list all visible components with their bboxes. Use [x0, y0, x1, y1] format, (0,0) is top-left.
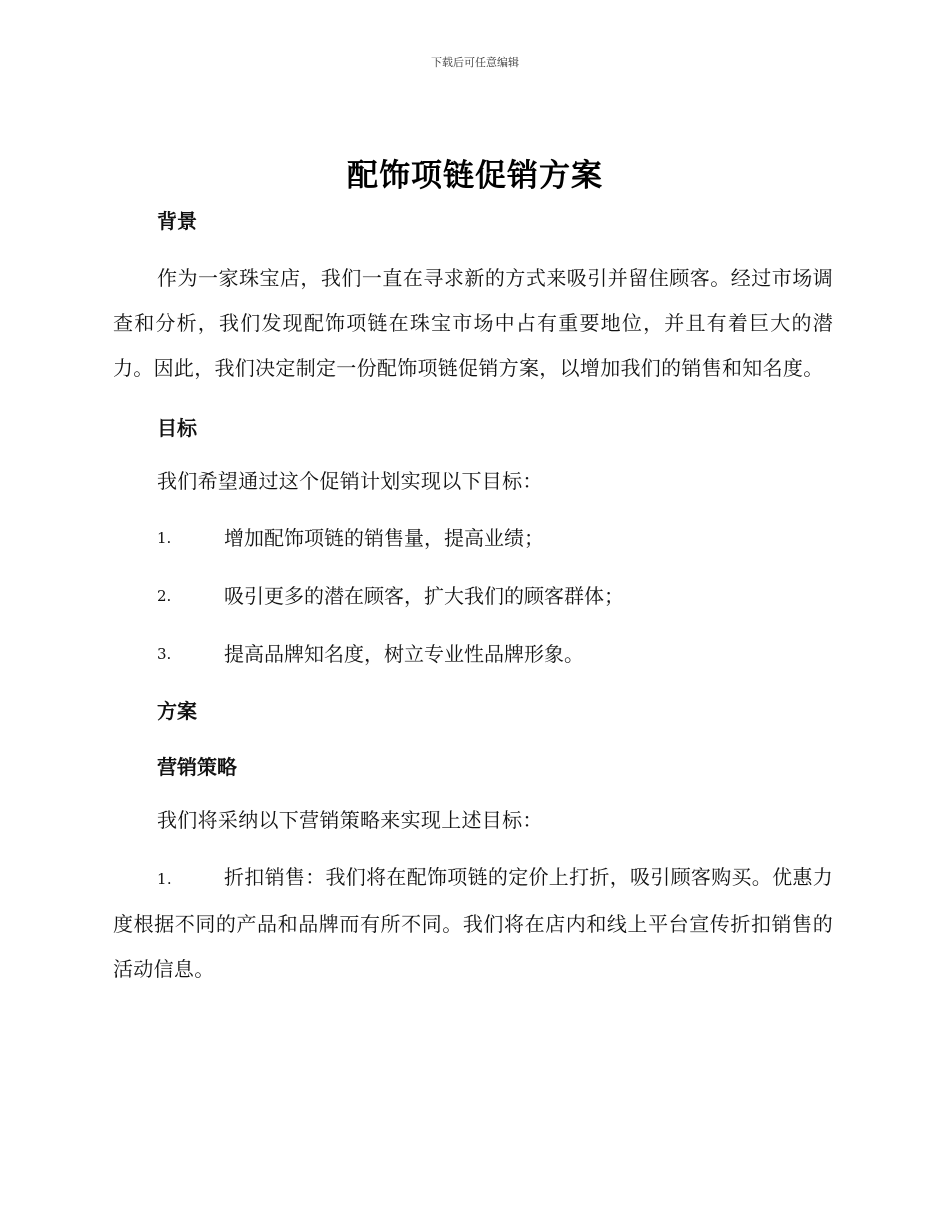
list-text: 增加配饰项链的销售量，提高业绩； [224, 526, 544, 550]
strategy-item [113, 855, 833, 992]
document-body [113, 200, 833, 992]
list-text: 提高品牌知名度，树立专业性品牌形象。 [224, 642, 584, 666]
background-paragraph: 作为一家珠宝店，我们一直在寻求新的方式来吸引并留住顾客。经过市场调查和分析，我们发现配饰项链在珠宝市场中占有重要地位，并且有着巨大的潜力。因此，我们决定制定一份配饰项链促销方案，以增加我们的销售和知名度。 [113, 266, 833, 380]
goal-item [113, 516, 833, 561]
goal-item [113, 632, 833, 677]
list-number: 1. [157, 870, 172, 888]
list-number: 2. [157, 587, 172, 605]
list-number: 3. [157, 645, 172, 663]
list-text: 折扣销售：我们将在配饰项链的定价上打折，吸引顾客购买。优惠力度根据不同的产品和品牌而有所不同。我们将在店内和线上平台宣传折扣销售的活动信息。 [113, 865, 833, 981]
header-note: 下载后可任意编辑 [431, 56, 519, 69]
section-heading-goals: 目标 [157, 416, 197, 440]
document-title: 配饰项链促销方案 [347, 158, 603, 194]
goal-item [113, 574, 833, 619]
section-heading-background: 背景 [157, 209, 197, 233]
goals-intro: 我们希望通过这个促销计划实现以下目标： [157, 469, 543, 493]
section-heading-plan: 方案 [157, 699, 197, 723]
list-text: 吸引更多的潜在顾客，扩大我们的顾客群体； [224, 584, 624, 608]
plan-intro: 我们将采纳以下营销策略来实现上述目标： [157, 808, 543, 832]
subheading-marketing-strategy: 营销策略 [157, 755, 237, 779]
list-number: 1. [157, 529, 172, 547]
